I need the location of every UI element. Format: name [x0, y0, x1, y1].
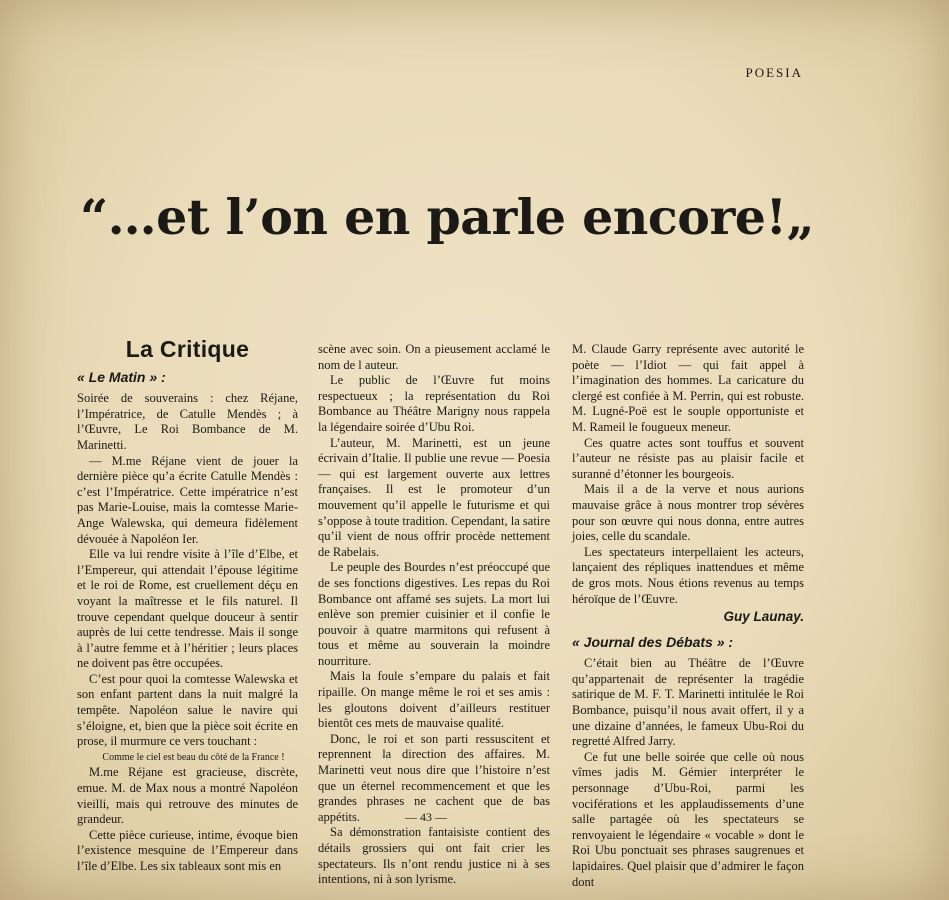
column-2 [318, 342, 550, 888]
paragraph: scène avec soin. On a pieusement acclamé le nom de l auteur. [318, 342, 550, 372]
paragraph: M. Claude Garry représente avec autorité le poète — l’Idiot — qui fait appel à l’imagination des hommes. La caricature du clergé est confiée à M. Perrin, qui est robuste. M. Lugné-Poë est le souple opportuniste et M. Rameil le fougueux meneur. [572, 342, 804, 434]
paragraph: Le peuple des Bourdes n’est préoccupé que de ses fonctions digestives. Les repas du Roi Bombance ont affamé ses sujets. La mort lui enlève son premier cuisinier et il confie le pouvoir à quatre marmitons qui refusent à tous et même au souverain la moindre nourriture. [318, 560, 550, 668]
page-number: — 43 — [405, 810, 447, 824]
paragraph: Sa démonstration fantaisiste contient des détails grossiers qui ont fait crier les spectateurs. Ils n’ont rendu justice ni à ses intentions, ni à son lyrisme. [318, 825, 550, 887]
section-title: La Critique [125, 336, 250, 362]
paragraph: C’est pour quoi la comtesse Walewska et son enfant partent dans la nuit malgré la tempête. Napoléon salue le navire qui s’éloigne, et, bien que la pièce soit écrite en prose, il murmure ce vers touchant : [77, 671, 298, 749]
running-header: POESIA [745, 65, 803, 80]
paragraph: L’auteur, M. Marinetti, est un jeune écrivain d’Italie. Il publie une revue — Poesia — qui est largement ouverte aux lettres françaises. Il est le promoteur d’un mouvement qu’il appelle le futurisme et qui s’oppose à toute tradition. Cependant, la satire qu’il vient de nous offrir procède nettement de Rabelais. [318, 435, 550, 559]
paragraph: Soirée de souverains : chez Réjane, l’Impératrice, de Catulle Mendès ; à l’Œuvre, Le Roi Bombance de M. Marinetti. [77, 391, 298, 452]
column-1 [77, 336, 298, 875]
paragraph: M.me Réjane est gracieuse, discrète, emue. M. de Max nous a montré Napoléon vieilli, mais qui retrouve des minutes de grandeur. [77, 765, 298, 827]
source-heading-le-matin: « Le Matin » : [77, 368, 166, 385]
paragraph: — M.me Réjane vient de jouer la dernière pièce qu’a écrite Catulle Mendès : c’est l’Impératrice. Cette impératrice n’est pas Marie-Louise, mais la comtesse Marie-Ange Walewska, qui demeura fidèlement dévouée à Napoléon Ier. [77, 453, 298, 546]
paragraph: Elle va lui rendre visite à l’île d’Elbe, et l’Empereur, qui attendait l’épouse légitime et le roi de Rome, est cruellement déçu en voyant la maîtresse et le fils naturel. Il trouve cependant quelque douceur à sentir auprès de lui cette tendresse. Mais il songe à l’autre femme et à l’héritier ; leurs places ne doivent pas être occupées. [77, 547, 298, 671]
paragraph: Ce fut une belle soirée que celle où nous vîmes jadis M. Gémier interpréter le personnage d’Ubu-Roi, parmi les vociférations et les applaudissements d’une salle partagée où les spectateurs se renvoyaient le légendaire « vocable » dont le Roi Ubu ponctuait ses phrases saugrenues et lapidaires. Quel plaisir que d’admirer le façon dont [572, 749, 804, 889]
paragraph: Le public de l’Œuvre fut moins respectueux ; la représentation du Roi Bombance au Théâtre Marigny nous rappela la légendaire soirée d’Ubu Roi. [318, 373, 550, 434]
source-heading-journal-des-debats: « Journal des Débats » : [572, 633, 734, 650]
paragraph: Mais il a de la verve et nous aurions mauvaise grâce à nous montrer trop sévères pour son œuvre qui nous donna, entre autres joies, celle du scandale. [572, 482, 804, 544]
paragraph: C’était bien au Théâtre de l’Œuvre qu’appartenait de représenter la tragédie satirique de M. F. T. Marinetti intitulée le Roi Bombance, puisqu’il nous avait offert, il y a une dizaine d’années, le fameux Ubu-Roi du regretté Alfred Jarry. [572, 656, 804, 749]
paragraph: Les spectateurs interpellaient les acteurs, lançaient des répliques inattendues et même de gros mots. Nous étions revenus au temps héroïque de l’Œuvre. [572, 544, 804, 606]
article-title: “…et l’on en parle encore!„ [80, 188, 815, 246]
column-3 [572, 342, 804, 890]
paragraph: Cette pièce curieuse, intime, évoque bien l’existence mesquine de l’Empereur dans l’île d’Elbe. Les six tableaux sont mis en [77, 827, 298, 873]
author-signature: Guy Launay. [723, 609, 804, 625]
paragraph: Ces quatre actes sont touffus et souvent l’auteur ne résiste pas au plaisir facile et suranné d’étonner les bourgeois. [572, 435, 804, 481]
paragraph: Donc, le roi et son parti ressuscitent et reprennent la direction des affaires. M. Marinetti veut nous dire que l’histoire n’est que un éternel recommencement et que les grandes phrases ne cachent que de bas appétits. [318, 731, 550, 824]
verse-quote: Comme le ciel est beau du côté de la France ! [102, 751, 285, 763]
paragraph: Mais la foule s’empare du palais et fait ripaille. On mange même le roi et ses amis : les gloutons doivent d’ailleurs restituer bientôt ces mets de mauvaise qualité. [318, 669, 550, 731]
